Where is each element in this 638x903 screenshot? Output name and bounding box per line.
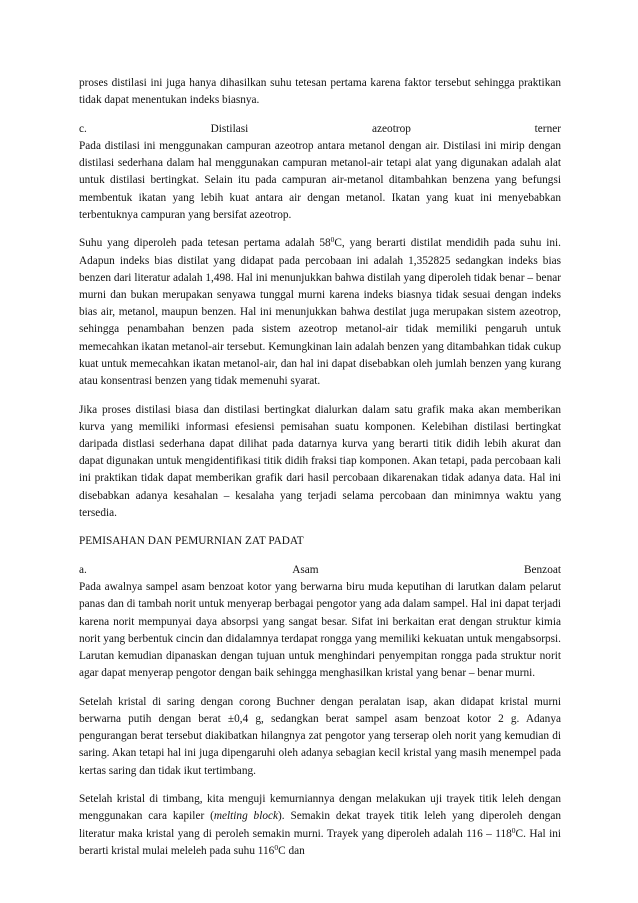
p3-superscript: 0 bbox=[330, 235, 335, 245]
paragraph-grafik-distilasi: Jika proses distilasi biasa dan distilasi bertingkat dialurkan dalam satu grafik maka akan memberikan kurva yang memiliki informasi efesiensi pemisahan suatu komponen. Kelebihan distilasi bertingkat daripada distlasi sederhana dapat dilihat pada datarnya kurva yang berarti titik didih lebih akurat dan dapat digunakan untuk mengidentifikasi titik didih fraksi tiap komponen. Akan tetapi, pada percobaan kali ini praktikan tidak dapat memberikan grafik dari hasil percobaan dikarenakan tidak adanya data. Hal ini disebabkan adanya kesahalan – kesalaha yang terjadi selama percobaan dan minimnya waktu yang tersedia. bbox=[79, 403, 561, 519]
paragraph-kristal-saring: Setelah kristal di saring dengan corong Buchner dengan peralatan isap, akan didapat kristal murni berwarna putih dengan berat ±0,4 g, sedangkan berat sampel asam benzoat kotor 2 g. Adanya pengurangan berat tersebut diakibatkan hilangnya zat pengotor yang terserap oleh norit yang kemudian di saring. Akan tetapi hal ini juga dipengaruhi oleh adanya sebagian kecil kristal yang masih menempel pada kertas saring dan tidak ikut tertimbang. bbox=[79, 695, 561, 777]
p7-text-d: C dan bbox=[278, 844, 305, 857]
section-a-title-word-2: Benzoat bbox=[523, 564, 561, 577]
section-a-title-word-1: Asam bbox=[292, 564, 319, 577]
p3-text-a: Suhu yang diperoleh pada tetesan pertama adalah 58 bbox=[79, 237, 331, 250]
section-a-title-line bbox=[79, 562, 561, 579]
section-heading-zat-padat: PEMISAHAN DAN PEMURNIAN ZAT PADAT bbox=[79, 535, 304, 548]
p7-text-a: Setelah kristal di timbang, kita menguji kemurniannya dengan melakukan uji trayek titik leleh dengan menggunakan cara kapiler ( bbox=[79, 793, 561, 823]
p3-text-b: C, yang berarti distilat mendidih pada suhu ini. Adapun indeks bias distilat yang didapat pada percobaan ini adalah 1,352825 sedangkan indeks bias benzen dari literatur adalah 1,498. Hal ini menunjukkan bahwa distilah yang diperoleh tidak benar – benar murni dan bukan merupakan senyawa tunggal murni karena indeks biasnya tidak sesuai dengan indeks bias air, metanol, maupun benzen. Hal ini menunjukkan bahwa destilat juga merupakan sistem azeotrop, sehingga penambahan benzen pada sistem azeotrop metanol-air tidak memiliki pengaruh untuk memecahkan ikatan metanol-air tersebut. Kemungkinan lain adalah benzen yang ditambahkan tidak cukup kuat untuk memecahkan ikatan metanol-air, dan hal ini dapat disebabkan oleh jumlah benzen yang kurang atau konsentrasi benzen yang tidak memenuhi syarat. bbox=[79, 237, 561, 388]
p7-text-c: C. Hal ini berarti kristal mulai meleleh pada suhu 116 bbox=[79, 827, 561, 857]
section-c-title-word-3: terner bbox=[534, 122, 561, 135]
paragraph-titik-leleh bbox=[79, 791, 561, 860]
section-c-label: c. bbox=[79, 122, 87, 135]
section-c-body: Pada distilasi ini menggunakan campuran azeotrop antara metanol dengan air. Distilasi ini mirip dengan distilasi sederhana dalam hal menggunakan campuran metanol-air tetapi alat yang digunakan adalah alat untuk distilasi bertingkat. Selain itu pada campuran air-metanol ditambahkan benzena yang befungsi membentuk ikatan yang lebih kuat antara air dengan metanol. Ikatan yang kuat ini menyebabkan terbentuknya campuran yang bersifat azeotrop. bbox=[79, 140, 561, 221]
p7-superscript-2: 0 bbox=[274, 842, 279, 852]
section-a-label: a. bbox=[79, 564, 87, 577]
paragraph-suhu-tetesan bbox=[79, 235, 561, 390]
p7-text-b: ). Semakin dekat trayek titik leleh yang diperoleh dengan literatur maka kristal yang di peroleh semakin murni. Trayek yang diperoleh adalah 116 – 118 bbox=[79, 810, 561, 840]
section-c-title-word-2: azeotrop bbox=[372, 122, 411, 135]
section-c-title-word-1: Distilasi bbox=[210, 122, 249, 135]
section-c-title-line bbox=[79, 121, 561, 138]
paragraph-distilasi-intro: proses distilasi ini juga hanya dihasilkan suhu tetesan pertama karena faktor tersebut sehingga praktikan tidak dapat menentukan indeks biasnya. bbox=[79, 77, 561, 107]
section-c-distilasi-azeotrop-terner bbox=[79, 121, 561, 224]
section-a-body: Pada awalnya sampel asam benzoat kotor yang berwarna biru muda keputihan di larutkan dalam pelarut panas dan di tambah norit untuk menyerap berbagai pengotor yang ada dalam sampel. Hal ini dapat terjadi karena norit mempunyai daya absorpsi yang sangat besar. Sifat ini berkaitan erat dengan struktur kimia norit yang berbentuk cincin dan didalamnya terdapat rongga yang memiliki kekuatan untuk mengabsorpsi. Larutan kemudian dipanaskan dengan tujuan untuk menghindari penyempitan rongga pada struktur norit agar dapat menyerap pengotor dengan baik sehingga menghasilkan kristal yang benar – benar murni. bbox=[79, 581, 561, 680]
section-a-asam-benzoat bbox=[79, 562, 561, 682]
document-page bbox=[79, 75, 561, 871]
p7-italic-melting-block: melting block bbox=[213, 810, 279, 823]
p7-superscript-1: 0 bbox=[511, 825, 516, 835]
